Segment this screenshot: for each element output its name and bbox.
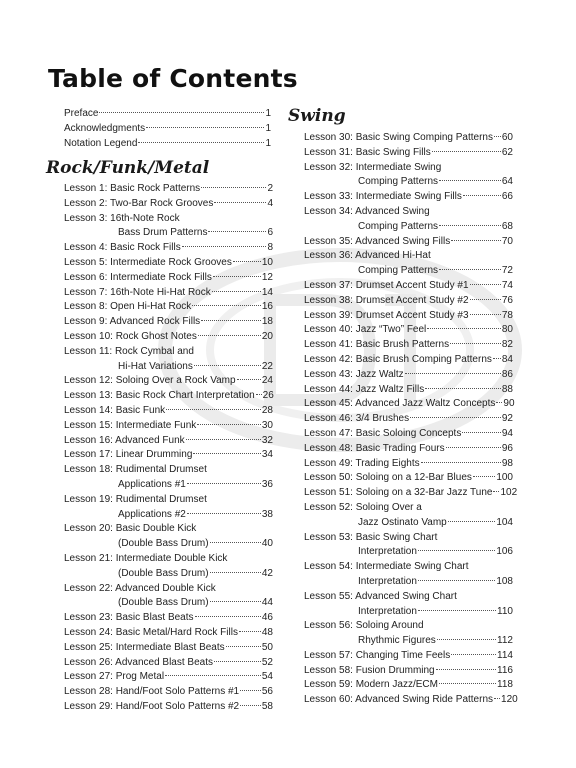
toc-entry (64, 360, 273, 375)
toc-entry (64, 315, 273, 330)
toc-entry (64, 374, 273, 389)
toc-entry-title: Hi-Hat Variations (118, 360, 193, 372)
front-matter-list (64, 107, 271, 151)
toc-page-number: 94 (501, 427, 513, 439)
dot-leader (437, 639, 496, 640)
toc-entry-title: Lesson 26: Advanced Blast Beats (64, 656, 213, 668)
dot-leader (214, 661, 261, 662)
toc-entry-title: Interpretation (358, 575, 417, 587)
toc-entry (64, 345, 273, 360)
toc-entry-title: Comping Patterns (358, 176, 439, 188)
toc-entry (64, 197, 273, 212)
toc-entry-title: Lesson 39: Drumset Accent Study #3 (304, 309, 469, 321)
toc-entry (64, 670, 273, 685)
toc-entry (64, 700, 273, 715)
toc-page-number: 32 (261, 434, 273, 446)
dot-leader (198, 335, 261, 336)
toc-entry (304, 664, 513, 679)
toc-page-number: 68 (501, 220, 513, 232)
toc-entry-title: Lesson 25: Intermediate Blast Beats (64, 641, 225, 653)
toc-entry-title: Lesson 3: 16th-Note Rock (64, 212, 180, 224)
toc-entry-title: Lesson 4: Basic Rock Fills (64, 242, 181, 254)
toc-entry (64, 537, 273, 552)
toc-page-number: 70 (501, 235, 513, 247)
toc-page-number: 106 (496, 546, 513, 558)
toc-page-number: 54 (261, 671, 273, 683)
toc-entry (304, 235, 513, 250)
dot-leader (436, 669, 496, 670)
toc-entry-title: Bass Drum Patterns (118, 227, 208, 239)
toc-page-number: 78 (501, 309, 513, 321)
dot-leader (237, 379, 261, 380)
dot-leader (226, 646, 261, 647)
toc-page-number: 1 (265, 122, 271, 134)
dot-leader (214, 202, 266, 203)
toc-entry (64, 404, 273, 419)
dot-leader (451, 654, 496, 655)
dot-leader (186, 439, 261, 440)
dot-leader (427, 328, 501, 329)
toc-page-number: 1 (265, 108, 271, 119)
toc-entry (304, 678, 513, 693)
toc-page-number: 84 (501, 353, 513, 365)
toc-entry-title: Lesson 41: Basic Brush Patterns (304, 339, 450, 351)
toc-entry (304, 649, 513, 664)
toc-entry-title: Lesson 6: Intermediate Rock Fills (64, 271, 212, 283)
toc-entry (64, 552, 273, 567)
swing-lesson-list (304, 131, 518, 708)
rock-lesson-list (64, 182, 273, 715)
toc-entry-title: Lesson 43: Jazz Waltz (304, 368, 404, 380)
toc-entry-title: Lesson 1: Basic Rock Patterns (64, 183, 201, 194)
dot-leader (195, 616, 261, 617)
dot-leader (240, 690, 261, 691)
toc-page-number: 88 (501, 383, 513, 395)
dot-leader (166, 409, 261, 410)
toc-page-number: 1 (265, 137, 271, 149)
toc-entry-title: Lesson 11: Rock Cymbal and (64, 345, 194, 357)
dot-leader (210, 542, 261, 543)
toc-page-number: 80 (501, 324, 513, 336)
toc-entry (64, 330, 273, 345)
toc-entry-title: Lesson 49: Trading Eights (304, 457, 420, 469)
toc-entry-title: Preface (64, 108, 99, 119)
toc-entry (64, 241, 273, 256)
toc-entry-title: (Double Bass Drum) (118, 538, 209, 550)
toc-entry (304, 338, 513, 353)
toc-entry-title: Lesson 16: Advanced Funk (64, 434, 185, 446)
toc-entry-title: Lesson 23: Basic Blast Beats (64, 612, 194, 624)
toc-entry (304, 471, 513, 486)
toc-entry (304, 634, 513, 649)
toc-entry (64, 122, 271, 137)
toc-entry (304, 516, 513, 531)
toc-entry-title: Lesson 54: Intermediate Swing Chart (304, 561, 469, 573)
toc-entry (64, 567, 273, 582)
toc-page-number: 58 (261, 700, 273, 712)
toc-entry (64, 522, 273, 537)
toc-entry-title: Lesson 18: Rudimental Drumset (64, 464, 207, 476)
toc-page-number: 34 (261, 449, 273, 461)
dot-leader (213, 276, 261, 277)
toc-page-number: 62 (501, 146, 513, 158)
dot-leader (446, 447, 501, 448)
dot-leader (470, 314, 501, 315)
toc-entry-title: Notation Legend (64, 137, 138, 149)
toc-entry (304, 249, 513, 264)
toc-entry (304, 131, 513, 146)
toc-page-number: 72 (501, 265, 513, 277)
toc-entry-title: Acknowledgments (64, 122, 146, 134)
toc-entry-title: Lesson 2: Two-Bar Rock Grooves (64, 197, 214, 209)
dot-leader (462, 432, 501, 433)
toc-page-number: 116 (497, 664, 513, 676)
toc-page-number: 108 (496, 575, 513, 587)
dot-leader (239, 631, 261, 632)
toc-entry (304, 309, 513, 324)
toc-entry-title: Lesson 36: Advanced Hi-Hat (304, 250, 431, 262)
toc-page-number: 26 (262, 390, 274, 402)
toc-entry (304, 619, 513, 634)
toc-entry (64, 434, 273, 449)
toc-entry (64, 582, 273, 597)
dot-leader (208, 231, 266, 232)
dot-leader (405, 373, 501, 374)
dot-leader (439, 180, 501, 181)
toc-page-number: 56 (261, 686, 273, 698)
toc-entry (304, 190, 513, 205)
toc-page-number: 118 (497, 679, 513, 691)
toc-page-number: 10 (261, 256, 273, 268)
dot-leader (192, 305, 261, 306)
toc-page-number: 48 (261, 626, 273, 638)
toc-entry (304, 545, 513, 560)
dot-leader (493, 358, 501, 359)
toc-page-number: 112 (497, 635, 513, 647)
toc-page-number: 100 (496, 472, 513, 484)
toc-page-number: 8 (267, 242, 273, 254)
toc-entry (64, 419, 273, 434)
toc-entry (64, 389, 273, 404)
dot-leader (494, 136, 501, 137)
toc-entry-title: Lesson 8: Open Hi-Hat Rock (64, 301, 192, 313)
toc-entry (304, 457, 513, 472)
toc-entry-title: Lesson 51: Soloing on a 32-Bar Jazz Tune (304, 487, 493, 499)
dot-leader (418, 610, 496, 611)
toc-entry (64, 226, 273, 241)
dot-leader (210, 601, 261, 602)
toc-entry (64, 271, 273, 286)
dot-leader (187, 513, 261, 514)
toc-entry (304, 560, 513, 575)
toc-entry-title: Lesson 20: Basic Double Kick (64, 523, 197, 535)
toc-entry-title: Lesson 37: Drumset Accent Study #1 (304, 279, 469, 291)
toc-entry (304, 264, 513, 279)
toc-page-number: 66 (501, 191, 513, 203)
toc-page-number: 92 (501, 413, 513, 425)
toc-entry-title: Interpretation (358, 605, 417, 617)
toc-entry (64, 137, 271, 152)
dot-leader (470, 299, 501, 300)
toc-page-number: 46 (261, 612, 273, 624)
dot-leader (439, 683, 496, 684)
toc-entry-title: Lesson 42: Basic Brush Comping Patterns (304, 353, 492, 365)
toc-page-number: 102 (500, 487, 518, 499)
toc-entry-title: Lesson 47: Basic Soloing Concepts (304, 427, 462, 439)
toc-page-number: 74 (501, 279, 513, 291)
toc-page-number: 110 (497, 605, 513, 617)
toc-page-number: 20 (261, 330, 273, 342)
toc-entry (64, 626, 273, 641)
toc-entry-title: (Double Bass Drum) (118, 567, 209, 579)
toc-page-number: 96 (501, 442, 513, 454)
toc-page-number: 14 (261, 286, 273, 298)
toc-entry-title: Applications #2 (118, 508, 186, 520)
toc-entry (304, 353, 513, 368)
toc-entry-title: Lesson 27: Prog Metal (64, 671, 165, 683)
toc-page-number: 4 (267, 197, 273, 209)
toc-entry (304, 220, 513, 235)
toc-page-number: 16 (261, 301, 273, 313)
toc-entry (304, 501, 513, 516)
toc-entry-title: Lesson 53: Basic Swing Chart (304, 531, 438, 543)
toc-entry-title: Lesson 9: Advanced Rock Fills (64, 316, 201, 328)
toc-entry-title: Lesson 15: Intermediate Funk (64, 419, 197, 431)
toc-entry-title: Lesson 44: Jazz Waltz Fills (304, 383, 425, 395)
toc-page-number: 12 (261, 271, 273, 283)
toc-entry (64, 212, 273, 227)
toc-page-number: 42 (261, 567, 273, 579)
dot-leader (425, 388, 501, 389)
toc-entry-title: Lesson 7: 16th-Note Hi-Hat Rock (64, 286, 211, 298)
dot-leader (201, 187, 266, 188)
toc-entry (64, 463, 273, 478)
toc-page-number: 30 (261, 419, 273, 431)
toc-entry (64, 493, 273, 508)
dot-leader (99, 112, 264, 113)
toc-entry-title: Jazz Ostinato Vamp (358, 516, 447, 528)
toc-entry-title: Lesson 38: Drumset Accent Study #2 (304, 294, 469, 306)
toc-entry (64, 641, 273, 656)
toc-entry (304, 161, 513, 176)
dot-leader (451, 240, 501, 241)
toc-page-number: 76 (501, 294, 513, 306)
toc-entry-title: Lesson 32: Intermediate Swing (304, 161, 442, 173)
toc-entry (304, 397, 513, 412)
dot-leader (201, 320, 261, 321)
toc-entry (304, 175, 513, 190)
toc-entry (304, 575, 513, 590)
toc-page-number: 52 (261, 656, 273, 668)
toc-page-number: 64 (501, 176, 513, 188)
toc-entry (64, 286, 273, 301)
dot-leader (421, 462, 501, 463)
toc-page-number: 36 (261, 478, 273, 490)
toc-entry-title: Lesson 55: Advanced Swing Chart (304, 590, 457, 602)
toc-page-number: 50 (261, 641, 273, 653)
toc-page-number: 114 (497, 649, 513, 661)
toc-entry-title: Lesson 59: Modern Jazz/ECM (304, 679, 438, 691)
toc-entry-title: Comping Patterns (358, 220, 439, 232)
toc-page-number: 60 (501, 132, 513, 143)
toc-entry-title: Lesson 57: Changing Time Feels (304, 649, 451, 661)
toc-page-number: 40 (261, 538, 273, 550)
toc-entry-title: Lesson 13: Basic Rock Chart Interpretation (64, 390, 255, 402)
toc-entry-title: Lesson 12: Soloing Over a Rock Vamp (64, 375, 236, 387)
toc-entry-title: Lesson 60: Advanced Swing Ride Patterns (304, 694, 494, 706)
dot-leader (439, 225, 501, 226)
toc-entry (304, 442, 513, 457)
toc-entry (64, 508, 273, 523)
toc-page-number: 104 (496, 516, 513, 528)
dot-leader (210, 572, 261, 573)
toc-page-number: 6 (267, 227, 273, 239)
toc-entry (304, 427, 513, 442)
dot-leader (187, 483, 261, 484)
dot-leader (494, 698, 500, 699)
toc-entry-title: Lesson 34: Advanced Swing (304, 205, 430, 217)
toc-entry-title: Comping Patterns (358, 265, 439, 277)
toc-entry-title: (Double Bass Drum) (118, 597, 209, 609)
section-heading-swing: Swing (288, 106, 346, 126)
toc-entry-title: Lesson 52: Soloing Over a (304, 501, 422, 513)
toc-entry (304, 590, 513, 605)
toc-page-number: 98 (501, 457, 513, 469)
toc-entry-title: Lesson 19: Rudimental Drumset (64, 493, 207, 505)
toc-entry (304, 531, 513, 546)
toc-page-number: 18 (261, 316, 273, 328)
dot-leader (496, 402, 502, 403)
toc-entry (64, 448, 273, 463)
toc-entry-title: Lesson 50: Soloing on a 12-Bar Blues (304, 472, 472, 484)
dot-leader (138, 142, 264, 143)
toc-entry-title: Applications #1 (118, 478, 186, 490)
dot-leader (473, 476, 495, 477)
toc-entry-title: Lesson 17: Linear Drumming (64, 449, 193, 461)
toc-entry-title: Lesson 33: Intermediate Swing Fills (304, 191, 462, 203)
toc-entry (64, 182, 273, 197)
toc-entry-title: Lesson 46: 3/4 Brushes (304, 413, 410, 425)
toc-entry-title: Lesson 10: Rock Ghost Notes (64, 330, 197, 342)
page-title: Table of Contents (48, 64, 298, 93)
dot-leader (212, 291, 261, 292)
toc-page-number: 28 (261, 404, 273, 416)
dot-leader (197, 424, 261, 425)
dot-leader (418, 550, 495, 551)
toc-entry (304, 693, 518, 708)
toc-entry-title: Lesson 14: Basic Funk (64, 404, 166, 416)
toc-page-number: 38 (261, 508, 273, 520)
dot-leader (448, 521, 496, 522)
toc-entry (64, 300, 273, 315)
dot-leader (439, 269, 501, 270)
toc-entry-title: Lesson 21: Intermediate Double Kick (64, 552, 228, 564)
toc-page-number: 90 (503, 398, 515, 410)
dot-leader (182, 246, 267, 247)
dot-leader (193, 453, 260, 454)
toc-entry (304, 486, 518, 501)
toc-entry (304, 368, 513, 383)
dot-leader (432, 151, 501, 152)
toc-entry (64, 256, 273, 271)
toc-entry-title: Lesson 29: Hand/Foot Solo Patterns #2 (64, 700, 240, 712)
toc-entry-title: Lesson 30: Basic Swing Comping Patterns (304, 132, 493, 143)
toc-entry (64, 596, 273, 611)
toc-entry (304, 605, 513, 620)
toc-entry-title: Rhythmic Figures (358, 635, 436, 647)
toc-entry (64, 685, 273, 700)
toc-entry-title: Lesson 45: Advanced Jazz Waltz Concepts (304, 398, 496, 410)
toc-entry-title: Lesson 5: Intermediate Rock Grooves (64, 256, 232, 268)
toc-entry-title: Lesson 40: Jazz “Two” Feel (304, 324, 427, 336)
toc-page-number: 24 (261, 375, 273, 387)
toc-entry (304, 294, 513, 309)
toc-entry (64, 656, 273, 671)
toc-entry (304, 383, 513, 398)
toc-entry-title: Lesson 31: Basic Swing Fills (304, 146, 431, 158)
toc-page-number: 22 (261, 360, 273, 372)
section-heading-rock: Rock/Funk/Metal (46, 158, 210, 178)
toc-entry-title: Lesson 58: Fusion Drumming (304, 664, 435, 676)
dot-leader (450, 343, 501, 344)
toc-page-number: 120 (501, 694, 518, 706)
dot-leader (463, 195, 501, 196)
toc-entry-title: Lesson 48: Basic Trading Fours (304, 442, 445, 454)
toc-entry (304, 323, 513, 338)
toc-entry (304, 146, 513, 161)
toc-entry (64, 107, 271, 122)
dot-leader (418, 580, 495, 581)
toc-page-number: 82 (501, 339, 513, 351)
toc-page-number: 44 (261, 597, 273, 609)
dot-leader (240, 705, 261, 706)
dot-leader (233, 261, 261, 262)
dot-leader (470, 284, 501, 285)
dot-leader (410, 417, 501, 418)
dot-leader (165, 675, 261, 676)
toc-entry-title: Lesson 56: Soloing Around (304, 620, 424, 632)
toc-entry (304, 412, 513, 427)
dot-leader (493, 491, 499, 492)
toc-entry (64, 478, 273, 493)
dot-leader (146, 127, 264, 128)
toc-entry-title: Lesson 28: Hand/Foot Solo Patterns #1 (64, 686, 240, 698)
dot-leader (256, 394, 262, 395)
toc-entry-title: Lesson 35: Advanced Swing Fills (304, 235, 451, 247)
toc-entry (304, 205, 513, 220)
toc-page-number: 2 (267, 183, 273, 194)
toc-entry (304, 279, 513, 294)
toc-page-number: 86 (501, 368, 513, 380)
toc-entry (64, 611, 273, 626)
dot-leader (194, 365, 261, 366)
toc-entry-title: Lesson 22: Advanced Double Kick (64, 582, 216, 594)
toc-entry-title: Interpretation (358, 546, 417, 558)
toc-entry-title: Lesson 24: Basic Metal/Hard Rock Fills (64, 626, 238, 638)
